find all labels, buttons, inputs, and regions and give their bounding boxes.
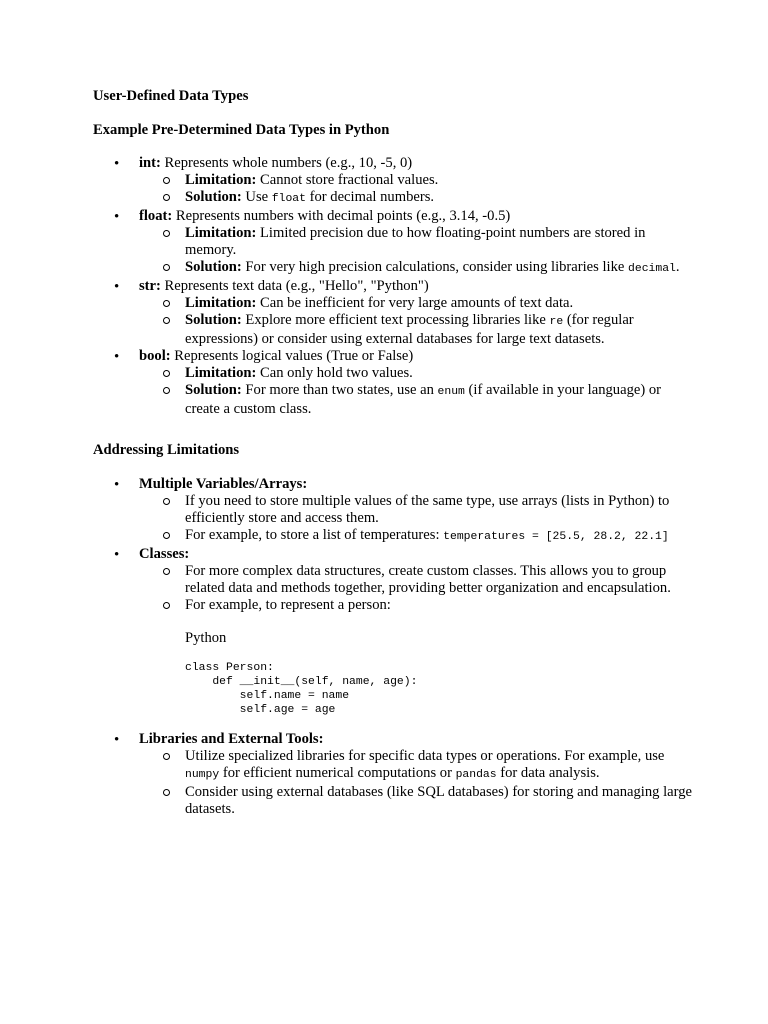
- sub-item: If you need to store multiple values of the same type, use arrays (lists in Python) to efficiently store and access them.: [139, 493, 693, 527]
- inline-code: pandas: [455, 769, 497, 781]
- inline-code: enum: [437, 386, 465, 398]
- code-language-label: Python: [185, 630, 227, 646]
- solution-item: [139, 312, 693, 348]
- solution-text: (for regular expressions) or consider using external databases for large text datasets.: [185, 312, 634, 347]
- limitations-list: [93, 476, 693, 818]
- document-title: User-Defined Data Types: [93, 88, 249, 104]
- sub-item: [139, 527, 693, 546]
- sub-list: [139, 365, 693, 418]
- sub-list: [139, 225, 693, 278]
- sub-item-text: for efficient numerical computations or: [219, 765, 456, 781]
- limitation-label: Limitation:: [185, 172, 257, 188]
- limitation-text: Can be inefficient for very large amounts of text data.: [256, 295, 574, 311]
- limitation-item: [139, 172, 693, 189]
- sub-item-text: Utilize specialized libraries for specific data types or operations. For example, use: [185, 748, 665, 764]
- type-description: Represents logical values (True or False): [170, 348, 414, 364]
- type-name: int:: [139, 155, 161, 171]
- limitation-text: Limited precision due to how floating-point numbers are stored in memory.: [185, 225, 646, 258]
- item-title: Multiple Variables/Arrays:: [139, 476, 308, 492]
- sub-item: Consider using external databases (like SQL databases) for storing and managing large datasets.: [139, 784, 693, 818]
- sub-list: [139, 563, 693, 717]
- inline-code: re: [549, 316, 564, 328]
- sub-item: [139, 597, 693, 717]
- sub-item: For more complex data structures, create custom classes. This allows you to group related data and methods together, providing better organization and encapsulation.: [139, 563, 693, 597]
- solution-label: Solution:: [185, 259, 242, 275]
- solution-text: for decimal numbers.: [305, 189, 435, 205]
- solution-item: [139, 382, 693, 418]
- item-title: Classes:: [139, 546, 190, 562]
- code-block: class Person: def __init__(self, name, age): self.name = name self.age = age: [185, 662, 418, 716]
- section-heading-example-types: Example Pre-Determined Data Types in Python: [93, 122, 390, 138]
- solution-text: Explore more efficient text processing libraries like: [241, 312, 550, 328]
- solution-text: (if available in your language) or create a custom class.: [185, 382, 662, 417]
- solution-text: Use: [241, 189, 272, 205]
- inline-code: float: [271, 193, 306, 205]
- type-description: Represents text data (e.g., "Hello", "Python"): [160, 278, 429, 294]
- sub-item-text: For example, to represent a person:: [185, 597, 391, 613]
- solution-text: .: [675, 259, 680, 275]
- list-item-int: [93, 155, 693, 208]
- type-name: str:: [139, 278, 161, 294]
- list-item-libraries: [93, 731, 693, 818]
- sub-item-text: For example, to store a list of temperatures:: [185, 527, 444, 543]
- sub-list: [139, 748, 693, 818]
- list-item-multiple-variables: [93, 476, 693, 546]
- list-item-str: [93, 278, 693, 348]
- solution-text: For more than two states, use an: [241, 382, 438, 398]
- limitation-item: [139, 225, 693, 259]
- type-name: bool:: [139, 348, 171, 364]
- limitation-item: [139, 295, 693, 312]
- data-types-list: [93, 155, 693, 418]
- inline-code: decimal: [628, 263, 676, 275]
- solution-item: [139, 189, 693, 208]
- inline-code: numpy: [185, 769, 220, 781]
- sub-list: [139, 493, 693, 546]
- solution-text: For very high precision calculations, consider using libraries like: [241, 259, 629, 275]
- sub-item-text: for data analysis.: [496, 765, 600, 781]
- limitation-label: Limitation:: [185, 225, 257, 241]
- list-item-bool: [93, 348, 693, 418]
- item-title: Libraries and External Tools:: [139, 731, 324, 747]
- solution-label: Solution:: [185, 189, 242, 205]
- solution-label: Solution:: [185, 382, 242, 398]
- limitation-item: [139, 365, 693, 382]
- sub-list: [139, 172, 693, 208]
- section-heading-addressing-limitations: Addressing Limitations: [93, 442, 240, 458]
- solution-item: [139, 259, 693, 278]
- inline-code: temperatures = [25.5, 28.2, 22.1]: [443, 531, 669, 543]
- sub-item: [139, 748, 693, 784]
- limitation-label: Limitation:: [185, 365, 257, 381]
- sub-list: [139, 295, 693, 348]
- limitation-text: Cannot store fractional values.: [256, 172, 439, 188]
- type-name: float:: [139, 208, 173, 224]
- list-item-float: [93, 208, 693, 278]
- solution-label: Solution:: [185, 312, 242, 328]
- type-description: Represents numbers with decimal points (e.g., 3.14, -0.5): [172, 208, 511, 224]
- limitation-label: Limitation:: [185, 295, 257, 311]
- type-description: Represents whole numbers (e.g., 10, -5, 0): [160, 155, 413, 171]
- limitation-text: Can only hold two values.: [256, 365, 413, 381]
- list-item-classes: [93, 546, 693, 717]
